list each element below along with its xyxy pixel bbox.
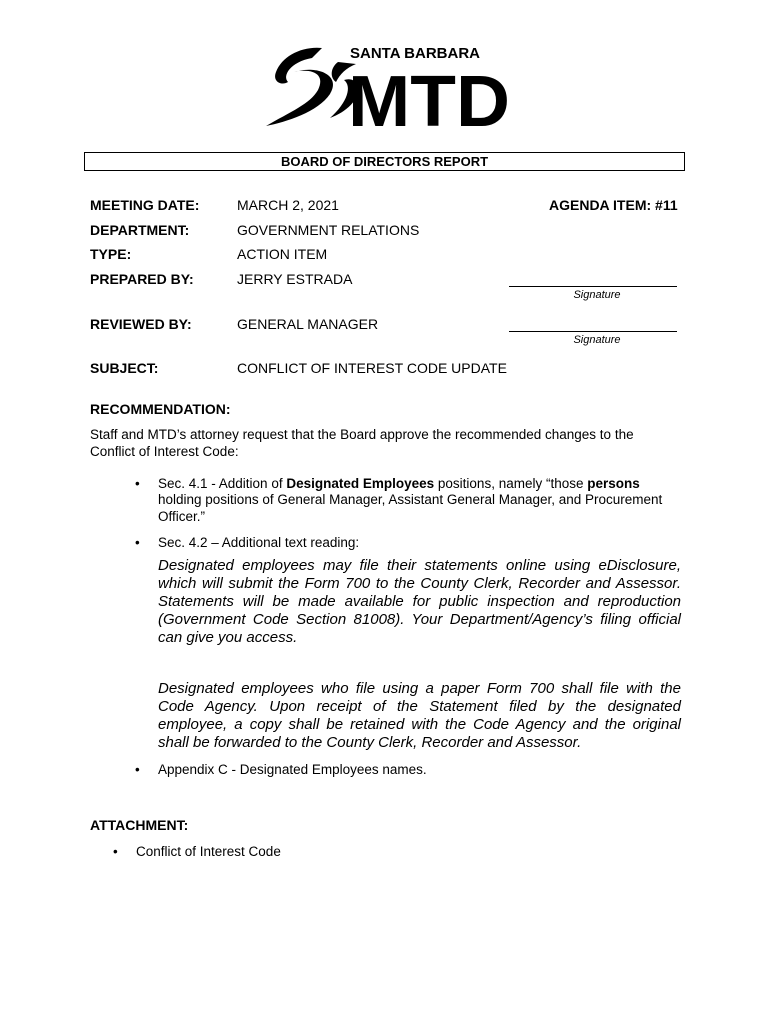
reviewed-signature-line: [509, 331, 677, 332]
prepared-signature-line: [509, 286, 677, 287]
bullet3-text: Appendix C - Designated Employees names.: [158, 762, 427, 777]
bullet2-text: Sec. 4.2 – Additional text reading:: [158, 535, 360, 550]
bullet1-mid: positions, namely “those: [434, 476, 588, 491]
type-value: ACTION ITEM: [237, 246, 328, 262]
bullet1-bold-persons: persons: [587, 476, 640, 491]
logo-main-text: MTD: [348, 62, 510, 132]
bullet-dot: •: [135, 535, 140, 550]
prepared-by-label: PREPARED BY:: [90, 271, 194, 287]
reviewed-by-label: REVIEWED BY:: [90, 316, 192, 332]
bullet-dot: •: [135, 476, 140, 491]
prepared-by-value: JERRY ESTRADA: [237, 271, 353, 287]
subject-label: SUBJECT:: [90, 360, 159, 376]
agenda-item: AGENDA ITEM: #11: [549, 197, 678, 213]
bullet1-prefix: Sec. 4.1 - Addition of: [158, 476, 287, 491]
quote-paper-form: Designated employees who file using a paper Form 700 shall file with the Code Agency. Upon receipt of the Statement filed by the designated employee, a copy shall be retained with the Code Agency and the original shall be forwarded to the County Clerk, Recorder and Assessor.: [158, 680, 681, 751]
department-label: DEPARTMENT:: [90, 222, 190, 238]
subject-value: CONFLICT OF INTEREST CODE UPDATE: [237, 360, 507, 376]
attachment-item-text: Conflict of Interest Code: [136, 844, 281, 859]
prepared-signature-label: Signature: [573, 289, 621, 301]
attachment-heading: ATTACHMENT:: [90, 817, 189, 833]
reviewed-by-value: GENERAL MANAGER: [237, 316, 379, 332]
meeting-date-value: MARCH 2, 2021: [237, 197, 339, 213]
report-title: BOARD OF DIRECTORS REPORT: [84, 152, 685, 171]
recommendation-heading: RECOMMENDATION:: [90, 401, 231, 417]
bullet-dot: •: [135, 762, 140, 777]
bullet1-continuation: holding positions of General Manager, Assistant General Manager, and Procurement Officer.”: [158, 492, 663, 524]
reviewed-signature-label: Signature: [573, 334, 621, 346]
santa-barbara-mtd-logo: [260, 42, 512, 132]
bullet-dot: •: [113, 844, 118, 859]
department-value: GOVERNMENT RELATIONS: [237, 222, 420, 238]
recommendation-intro: Staff and MTD’s attorney request that the Board approve the recommended changes to the Conflict of Interest Code:: [90, 427, 634, 459]
quote-ediscosure: Designated employees may file their statements online using eDisclosure, which will submit the Form 700 to the County Clerk, Recorder and Assessor. Statements will be made available for public inspection and reproduction (Government Code Section 81008). Your Department/Agency’s filing official can give you access.: [158, 557, 681, 646]
type-label: TYPE:: [90, 246, 132, 262]
meeting-date-label: MEETING DATE:: [90, 197, 200, 213]
logo-top-text: SANTA BARBARA: [350, 45, 480, 62]
bullet1-bold-designated: Designated Employees: [286, 476, 435, 491]
